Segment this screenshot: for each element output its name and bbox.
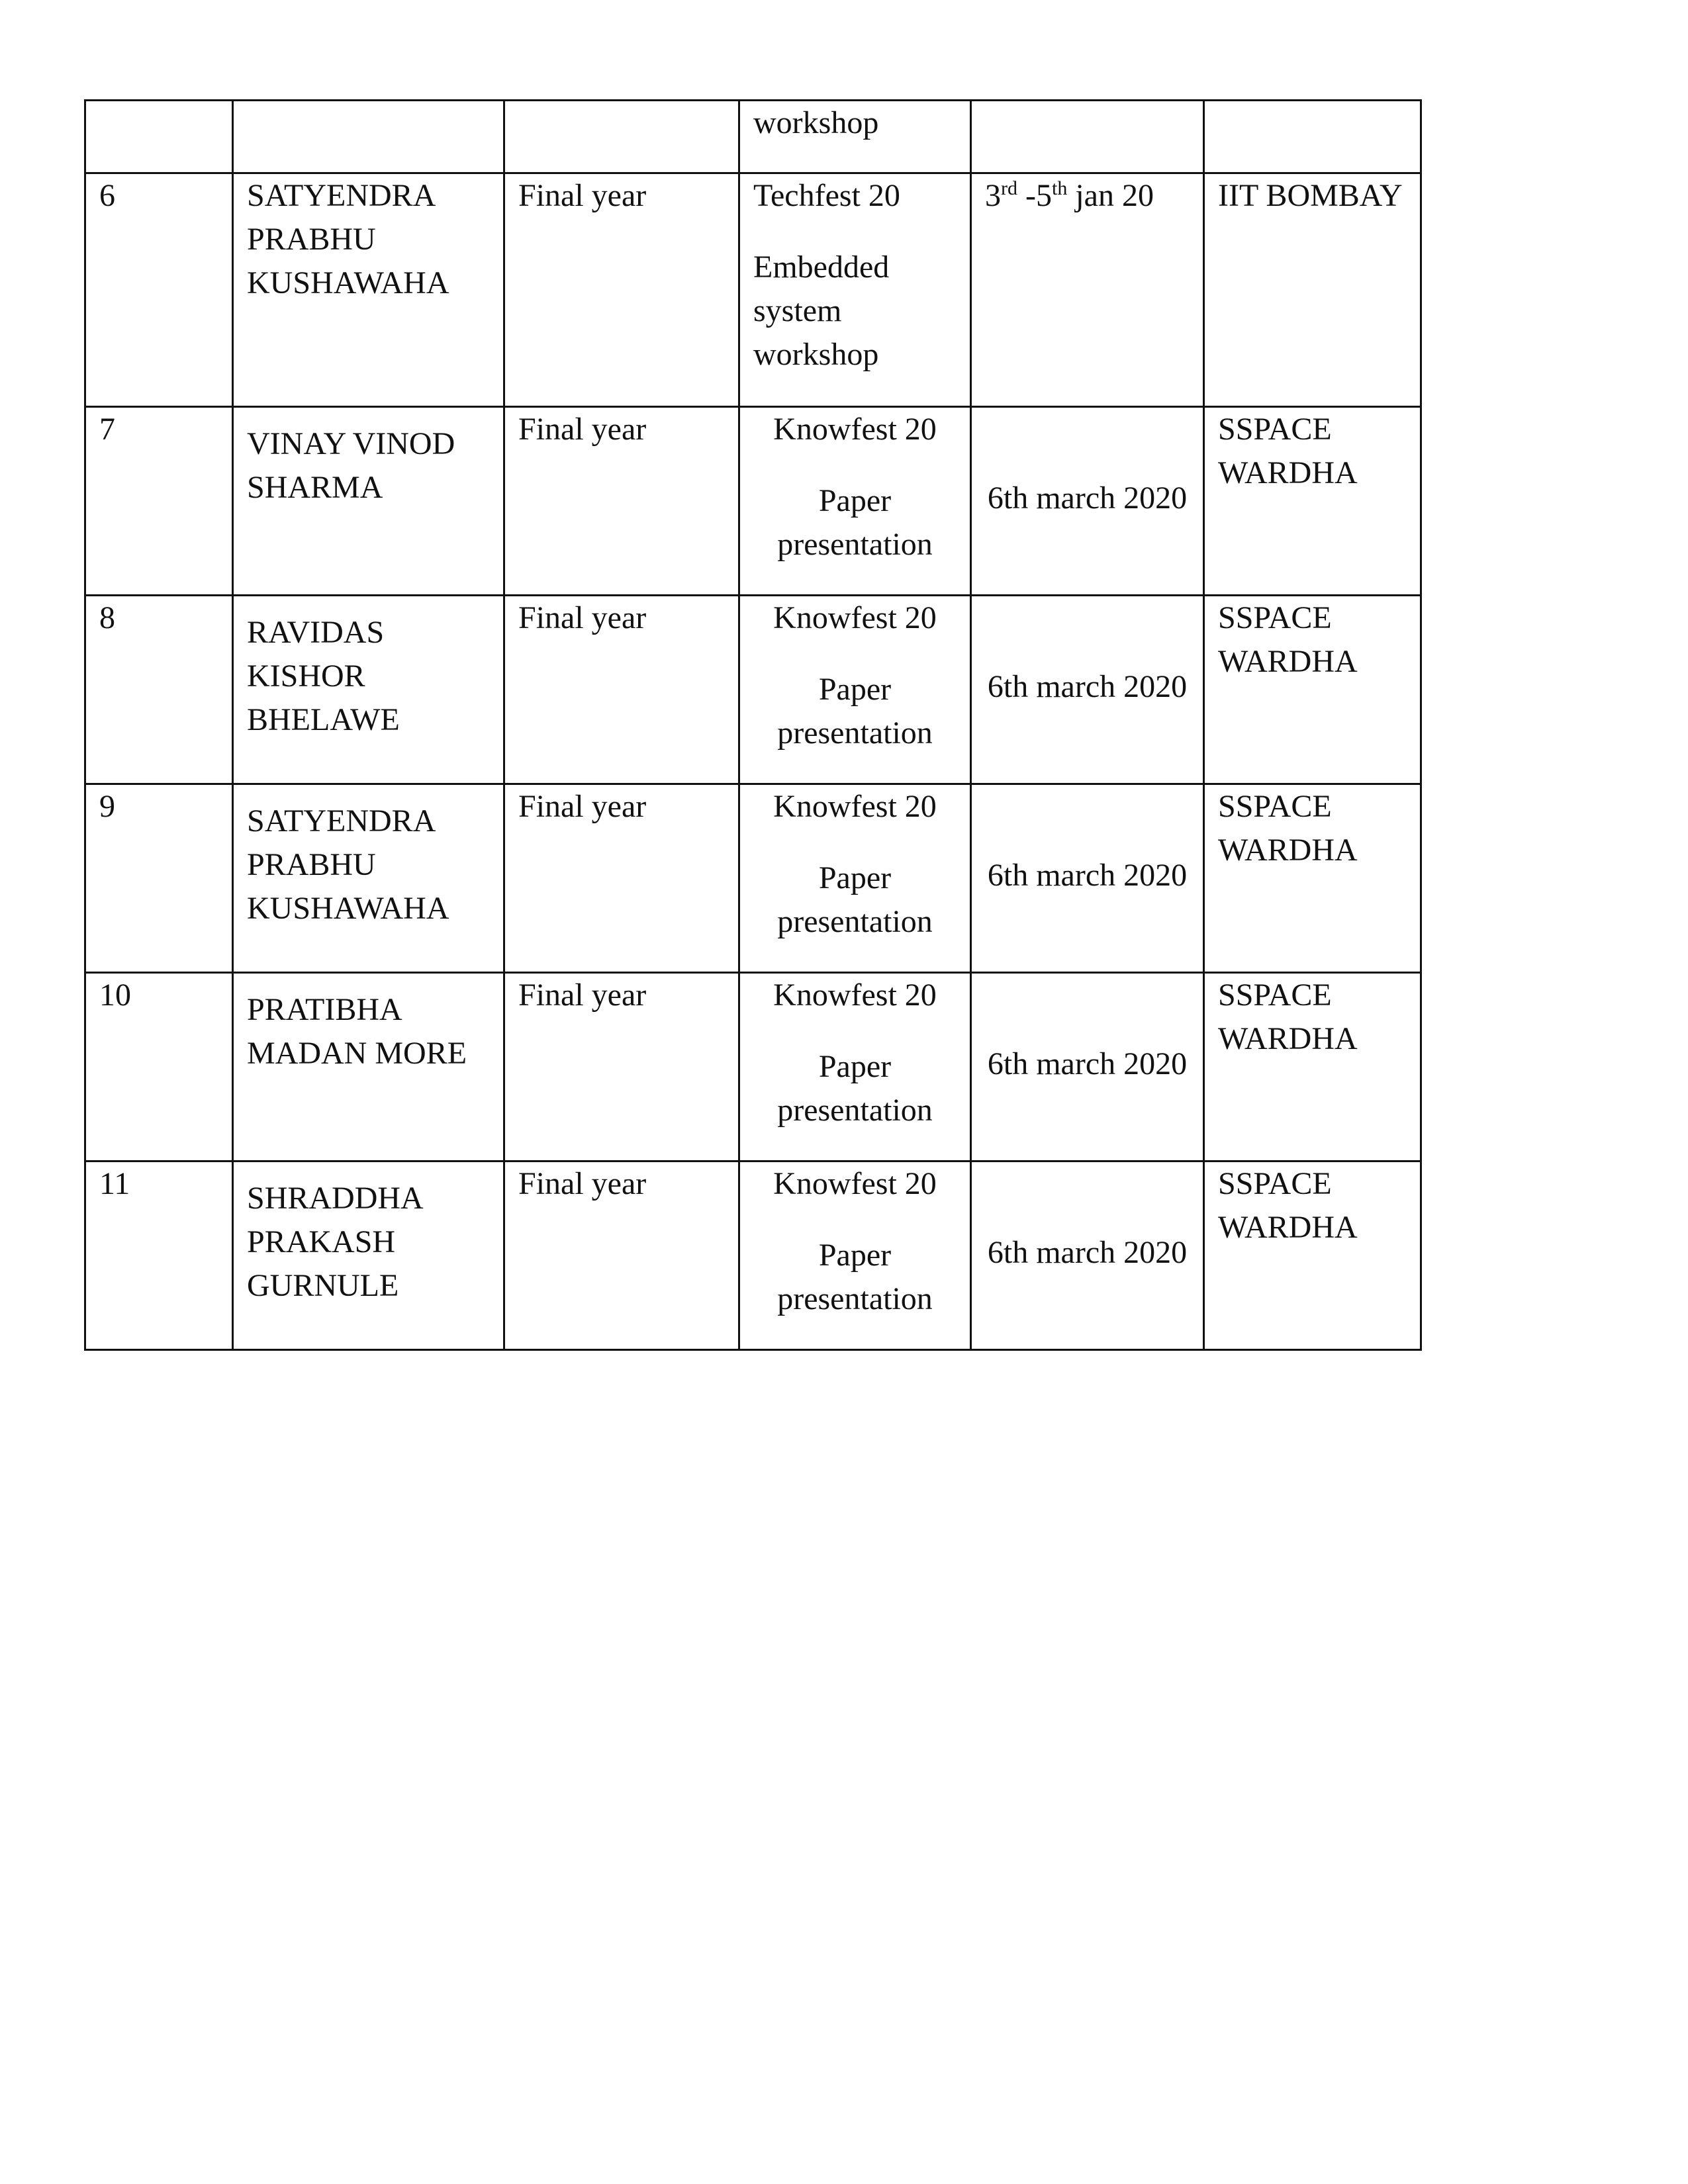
cell-event [739, 101, 971, 173]
cell-event [739, 407, 971, 596]
cell-name: SATYENDRA PRABHU KUSHAWAHA [233, 784, 504, 973]
cell-venue: SSPACE WARDHA [1204, 973, 1421, 1161]
cell-event [739, 784, 971, 973]
cell-venue: IIT BOMBAY [1204, 173, 1421, 407]
cell-year [504, 101, 739, 173]
table-row-continuation [85, 101, 1421, 173]
cell-event [739, 596, 971, 784]
cell-name: VINAY VINOD SHARMA [233, 407, 504, 596]
event-date: 6th march 2020 [987, 1046, 1188, 1081]
event-date: 6th march 2020 [987, 858, 1188, 893]
event-name: Techfest 20 [753, 178, 900, 213]
cell-date [971, 101, 1204, 173]
cell-year: Final year [504, 407, 739, 596]
table-row [85, 173, 1421, 407]
cell-sno: 11 [85, 1161, 233, 1350]
event-detail: Paper presentation [777, 1049, 933, 1128]
event-date: 6th march 2020 [987, 1235, 1188, 1270]
cell-venue: SSPACE WARDHA [1204, 407, 1421, 596]
cell-sno: 10 [85, 973, 233, 1161]
cell-name [233, 101, 504, 173]
cell-name: SATYENDRA PRABHU KUSHAWAHA [233, 173, 504, 407]
cell-venue: SSPACE WARDHA [1204, 596, 1421, 784]
cell-date [971, 596, 1204, 784]
table-row [85, 784, 1421, 973]
cell-date [971, 973, 1204, 1161]
cell-sno: 8 [85, 596, 233, 784]
cell-date [971, 407, 1204, 596]
event-name: Knowfest 20 [773, 789, 937, 824]
event-detail: Paper presentation [777, 860, 933, 939]
cell-event [739, 173, 971, 407]
event-date: 6th march 2020 [987, 480, 1188, 516]
table-row [85, 407, 1421, 596]
event-name: Knowfest 20 [773, 412, 937, 447]
event-name: Knowfest 20 [773, 600, 937, 635]
participants-table [84, 99, 1422, 1351]
cell-sno: 9 [85, 784, 233, 973]
event-detail: Paper presentation [777, 483, 933, 562]
cell-event [739, 973, 971, 1161]
cell-year: Final year [504, 973, 739, 1161]
event-name: Knowfest 20 [773, 1166, 937, 1201]
cell-year: Final year [504, 784, 739, 973]
cell-year: Final year [504, 173, 739, 407]
cell-sno: 7 [85, 407, 233, 596]
event-detail: Paper presentation [777, 1238, 933, 1316]
cell-date [971, 1161, 1204, 1350]
table-row [85, 596, 1421, 784]
cell-venue: SSPACE WARDHA [1204, 784, 1421, 973]
cell-date [971, 173, 1204, 407]
table-row [85, 1161, 1421, 1350]
cell-sno [85, 101, 233, 173]
cell-name: SHRADDHA PRAKASH GURNULE [233, 1161, 504, 1350]
cell-date [971, 784, 1204, 973]
event-name: Knowfest 20 [773, 978, 937, 1013]
cell-sno: 6 [85, 173, 233, 407]
table-row [85, 973, 1421, 1161]
event-detail: Embedded system workshop [753, 250, 890, 372]
cell-year: Final year [504, 596, 739, 784]
event-date: 6th march 2020 [987, 669, 1188, 704]
cell-venue: SSPACE WARDHA [1204, 1161, 1421, 1350]
cell-venue [1204, 101, 1421, 173]
cell-year: Final year [504, 1161, 739, 1350]
cell-name: PRATIBHA MADAN MORE [233, 973, 504, 1161]
cell-name: RAVIDAS KISHOR BHELAWE [233, 596, 504, 784]
event-date: 3rd -5th jan 20 [985, 177, 1154, 213]
cell-event [739, 1161, 971, 1350]
event-detail: Paper presentation [777, 672, 933, 751]
event-detail: workshop [753, 105, 879, 140]
